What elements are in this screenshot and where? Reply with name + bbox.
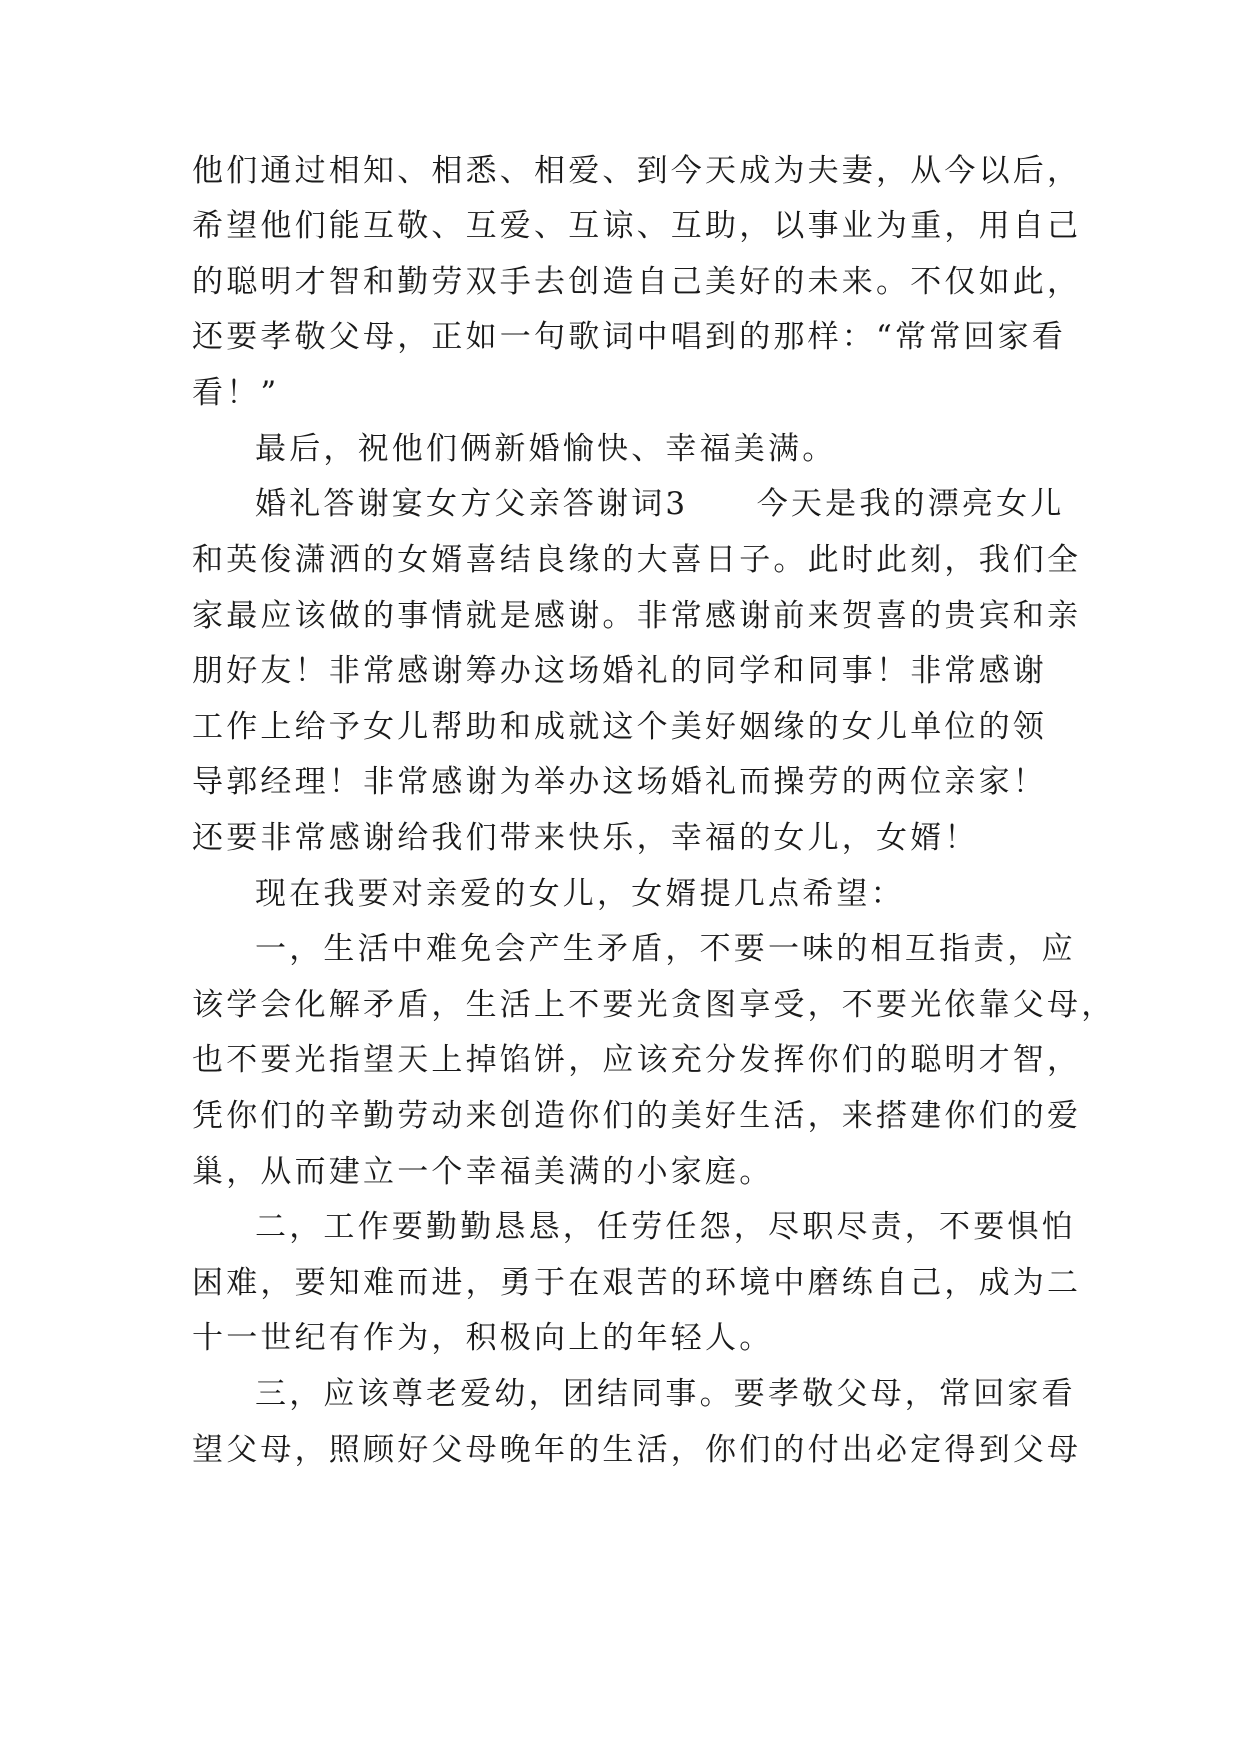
text-line: 婚礼答谢宴女方父亲答谢词3 今天是我的漂亮女儿 <box>255 486 1065 522</box>
text-line: 还要非常感谢给我们带来快乐，幸福的女儿，女婿！ <box>192 820 979 856</box>
text-line: 和英俊潇洒的女婿喜结良缘的大喜日子。此时此刻，我们全 <box>192 542 1082 578</box>
text-line: 他们通过相知、相悉、相爱、到今天成为夫妻，从今以后， <box>192 153 1082 189</box>
text-line: 三，应该尊老爱幼，团结同事。要孝敬父母，常回家看 <box>255 1376 1076 1412</box>
text-line: 家最应该做的事情就是感谢。非常感谢前来贺喜的贵宾和亲 <box>192 598 1082 634</box>
text-line: 希望他们能互敬、互爱、互谅、互助，以事业为重，用自己 <box>192 208 1082 244</box>
text-line: 十一世纪有作为，积极向上的年轻人。 <box>192 1320 774 1356</box>
text-line: 最后，祝他们俩新婚愉快、幸福美满。 <box>255 431 837 467</box>
text-line: 的聪明才智和勤劳双手去创造自己美好的未来。不仅如此， <box>192 264 1082 300</box>
text-line: 朋好友！非常感谢筹办这场婚礼的同学和同事！非常感谢 <box>192 653 1047 689</box>
text-line: 还要孝敬父母，正如一句歌词中唱到的那样：“常常回家看 <box>192 319 1067 355</box>
text-line: 工作上给予女儿帮助和成就这个美好姻缘的女儿单位的领 <box>192 709 1047 745</box>
text-line: 困难，要知难而进，勇于在艰苦的环境中磨练自己，成为二 <box>192 1265 1082 1301</box>
text-line: 现在我要对亲爱的女儿，女婿提几点希望： <box>255 876 905 912</box>
text-line: 看！” <box>192 375 280 411</box>
text-line: 望父母，照顾好父母晚年的生活，你们的付出必定得到父母 <box>192 1432 1082 1468</box>
text-line: 凭你们的辛勤劳动来创造你们的美好生活，来搭建你们的爱 <box>192 1098 1082 1134</box>
text-line: 巢，从而建立一个幸福美满的小家庭。 <box>192 1154 774 1190</box>
text-line: 也不要光指望天上掉馅饼，应该充分发挥你们的聪明才智， <box>192 1042 1082 1078</box>
text-line: 该学会化解矛盾，生活上不要光贪图享受，不要光依靠父母， <box>192 987 1116 1023</box>
text-line: 一，生活中难免会产生矛盾，不要一味的相互指责，应 <box>255 931 1076 967</box>
text-line: 导郭经理！非常感谢为举办这场婚礼而操劳的两位亲家！ <box>192 764 1047 800</box>
text-line: 二，工作要勤勤恳恳，任劳任怨，尽职尽责，不要惧怕 <box>255 1209 1076 1245</box>
